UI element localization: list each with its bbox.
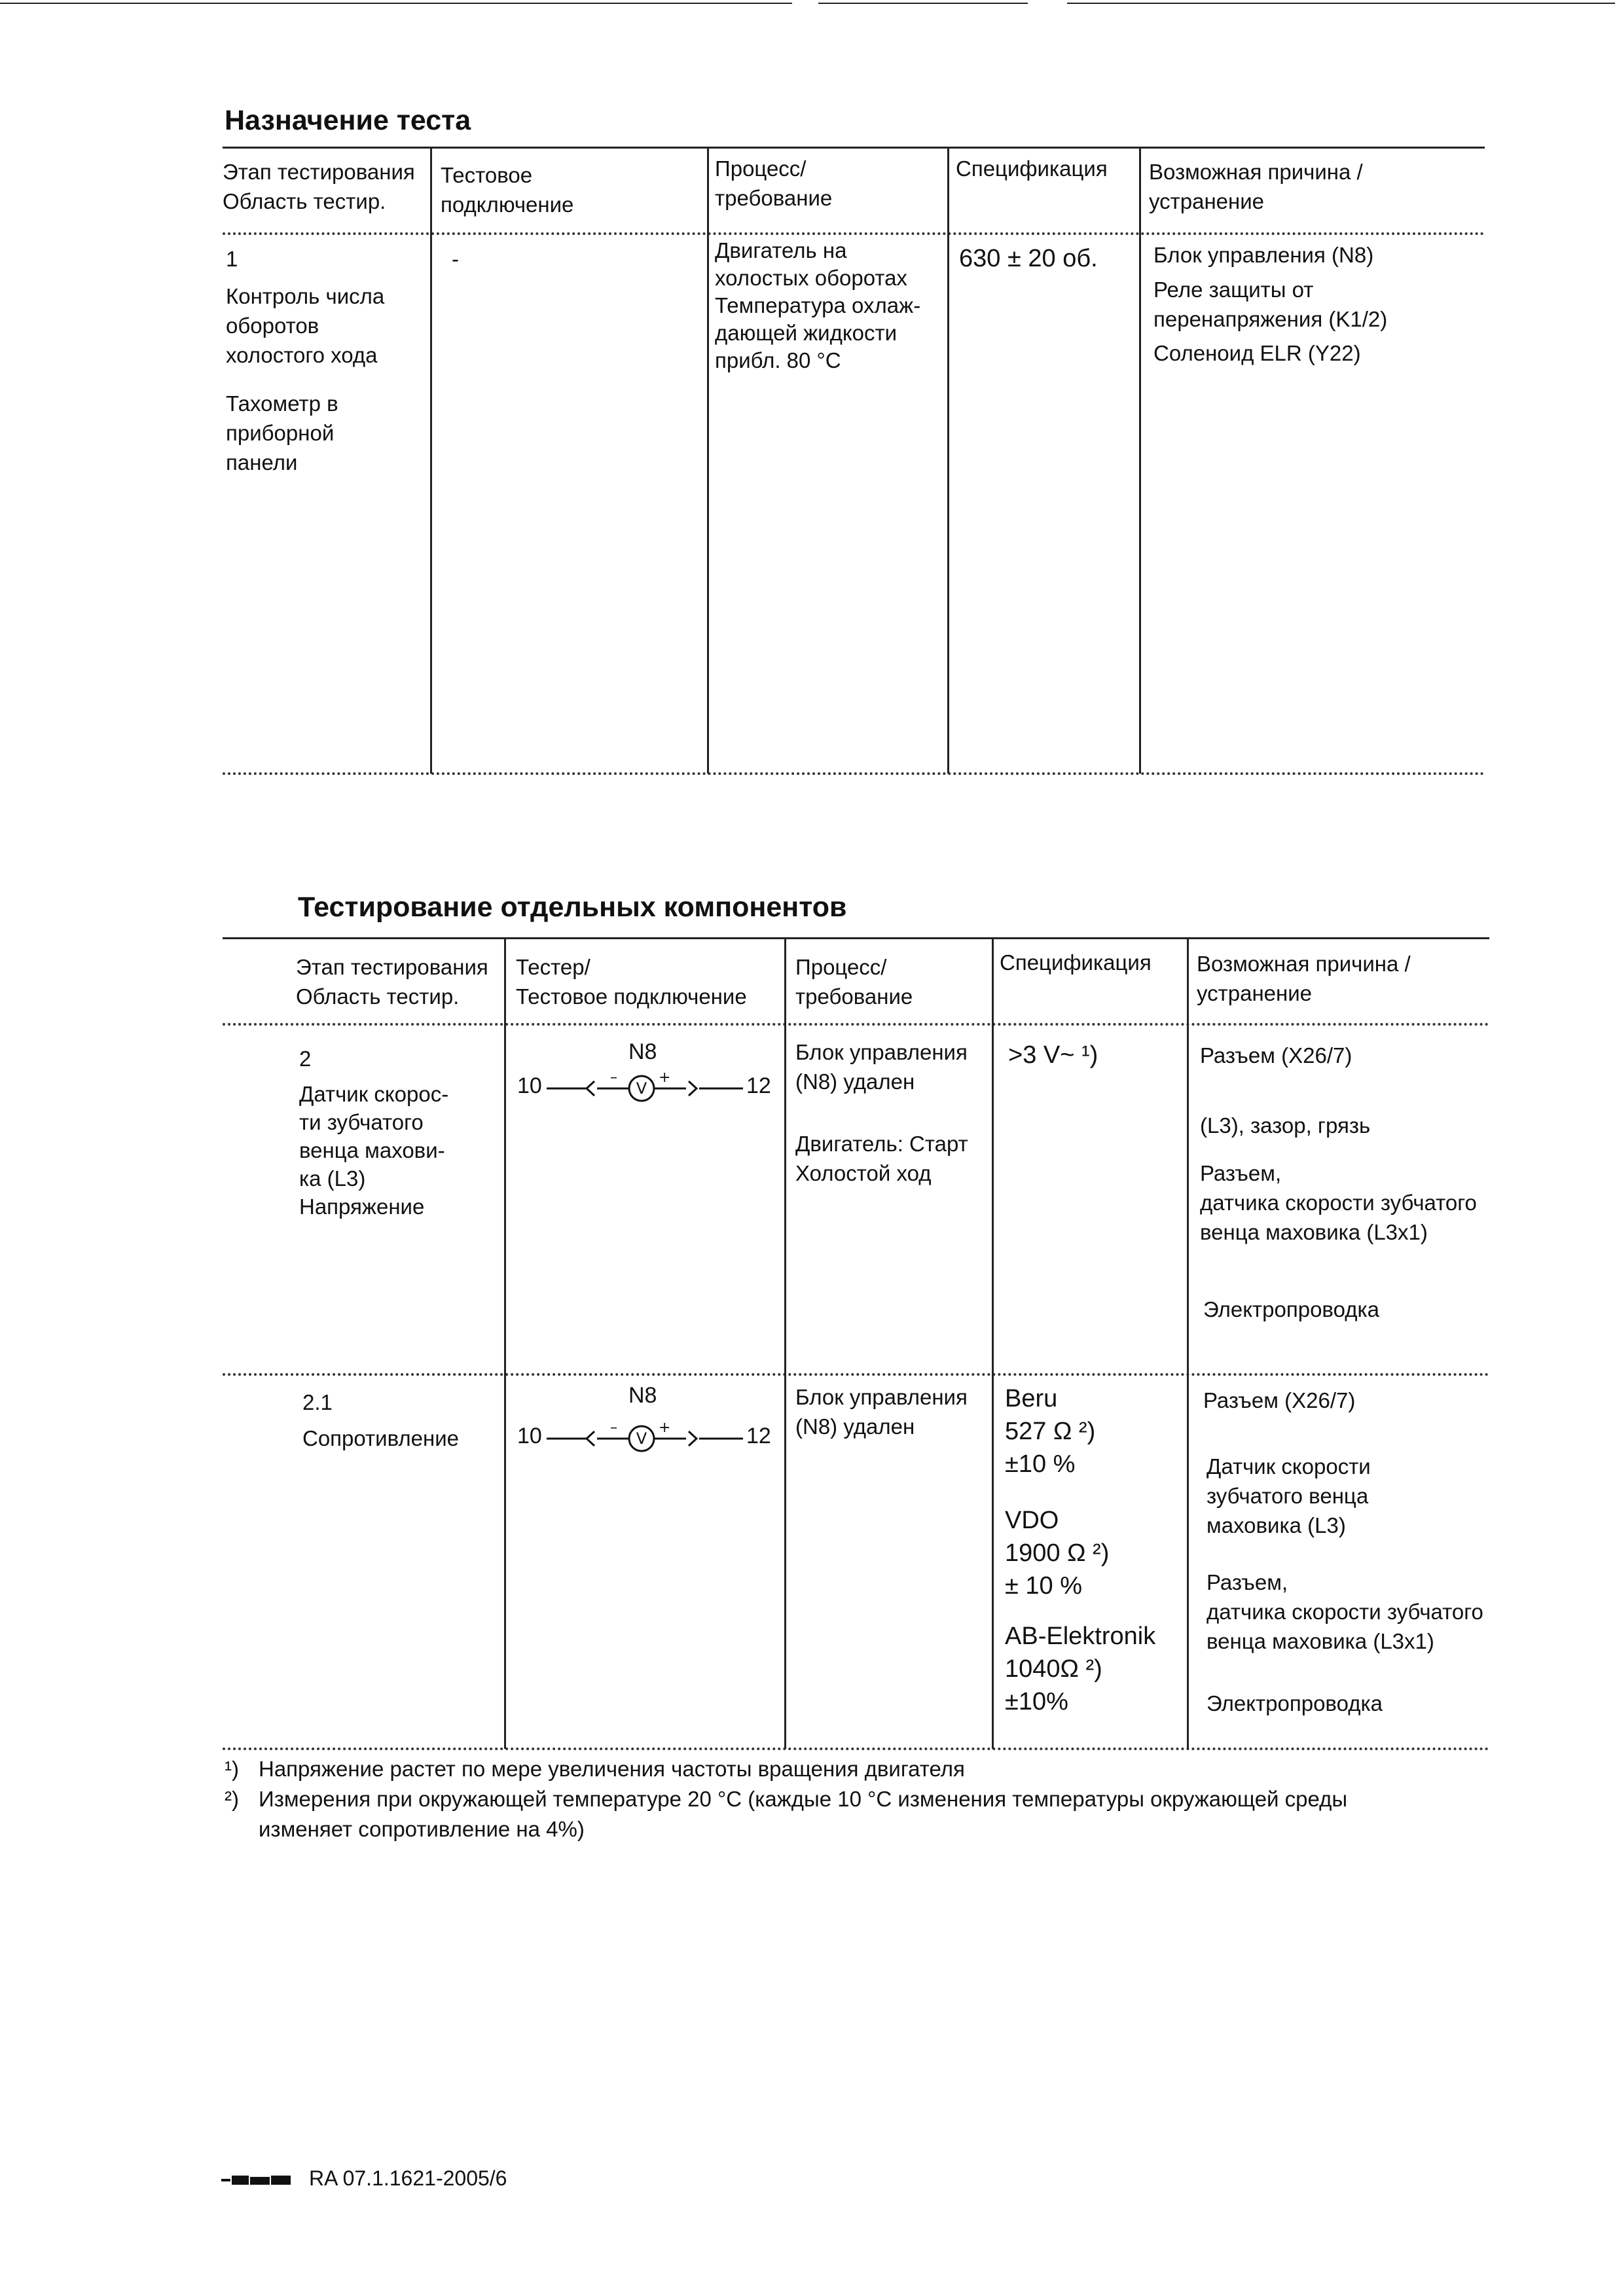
cause-2: Датчик скорости зубчатого венца маховика (L3) [1207,1454,1371,1537]
step-number: 2 [299,1047,312,1071]
circuit-pin-right: 12 [746,1073,771,1098]
voltmeter-symbol-icon [543,1066,746,1105]
step-area: Контроль числа оборотов холостого хода [226,284,385,367]
cause-2: Реле защиты от перенапряжения (K1/2) [1153,278,1388,331]
scan-edge-line [1067,3,1615,4]
table-rule [223,1748,1489,1750]
column-divider [784,937,786,1749]
step-area: Датчик скорос- ти зубчатого венца махови- ка (L3) Напряжение [299,1082,449,1219]
doc-number: RA 07.1.1621-2005/6 [309,2166,507,2190]
column-divider [1139,147,1141,774]
cause-1: Разъем (X26/7) [1200,1043,1352,1067]
header-process: Процесс/ требование [715,156,833,210]
header-cause: Возможная причина / устранение [1197,952,1411,1005]
spec-beru: Beru 527 Ω ²) ±10 % [1005,1385,1096,1478]
column-divider [504,937,506,1749]
footnote-mark: ²) [225,1787,239,1811]
step-area: Сопротивление [302,1426,459,1450]
scan-edge-line [0,3,792,4]
voltmeter-symbol-icon [543,1416,746,1455]
voltmeter-circuit-diagram [517,1383,779,1455]
footnote-text: Напряжение растет по мере увеличения частоты вращения двигателя [259,1757,965,1781]
section1-title: Назначение теста [225,105,471,136]
column-divider [430,147,432,774]
table-rule [223,147,1485,149]
step-number: 1 [226,247,238,271]
publisher-logo [221,2174,293,2187]
footnote-1 [225,1754,965,1784]
header-step: Этап тестирования Область тестир. [223,160,415,213]
circuit-component-label: N8 [628,1039,657,1064]
process-requirement: Двигатель на холостых оборотах Температура охлаж- дающей жидкости прибл. 80 °C [715,238,921,372]
footnote-mark: ¹) [225,1757,239,1781]
header-tester: Тестер/ Тестовое подключение [516,955,747,1009]
cause-4: Электропроводка [1203,1297,1379,1321]
footnote-2 [225,1784,1347,1844]
circuit-pin-right: 12 [746,1424,771,1448]
circuit-component-label: N8 [628,1383,657,1408]
header-cause: Возможная причина / устранение [1149,160,1363,213]
footnote-text: Измерения при окружающей температуре 20 °C (каждые 10 °C изменения температуры окружающей среды изменяет сопротивление на 4%) [259,1787,1348,1841]
section2-title: Тестирование отдельных компонентов [298,891,847,923]
cause-2: (L3), зазор, грязь [1200,1113,1371,1138]
step-number: 2.1 [302,1390,333,1414]
table-rule [223,937,1489,939]
meter-letter: V [636,1079,647,1098]
cause-4: Электропроводка [1207,1691,1383,1715]
header-spec: Спецификация [1000,950,1152,975]
scan-edge-line [818,3,1028,4]
voltmeter-circuit-diagram [517,1039,779,1111]
step-area-secondary: Тахометр в приборной панели [226,391,338,475]
svg-text:+: + [659,1069,671,1086]
svg-text:–: – [610,1069,617,1086]
specification: >3 V~ ¹) [1008,1041,1098,1069]
circuit-pin-left: 10 [517,1073,542,1098]
header-process: Процесс/ требование [795,955,913,1009]
table-rule [223,1373,1489,1376]
table-rule [223,232,1485,235]
specification: 630 ± 20 об. [959,245,1098,272]
header-step: Этап тестирования Область тестир. [296,955,488,1009]
test-connection: - [452,247,459,271]
process-requirement: Блок управления (N8) удален [795,1040,968,1094]
svg-text:+: + [659,1420,671,1436]
process-requirement-2: Двигатель: Старт Холостой ход [795,1132,968,1185]
page-footer [221,2166,507,2191]
cause-1: Блок управления (N8) [1153,243,1374,267]
table-rule [223,772,1485,775]
header-connection: Тестовое подключение [441,163,574,217]
column-divider [1187,937,1189,1749]
table-rule [223,1023,1489,1026]
cause-3: Разъем, датчика скорости зубчатого венца маховика (L3x1) [1207,1570,1483,1653]
column-divider [947,147,949,774]
meter-letter: V [636,1429,647,1448]
cause-3: Разъем, датчика скорости зубчатого венца маховика (L3x1) [1200,1161,1477,1244]
process-requirement: Блок управления (N8) удален [795,1385,968,1439]
column-divider [992,937,994,1749]
circuit-pin-left: 10 [517,1424,542,1448]
cause-1: Разъем (X26/7) [1203,1388,1356,1412]
spec-vdo: VDO 1900 Ω ²) ± 10 % [1005,1507,1110,1600]
svg-text:–: – [610,1420,617,1436]
cause-3: Соленоид ELR (Y22) [1153,341,1361,365]
header-spec: Спецификация [956,156,1108,181]
column-divider [707,147,709,774]
spec-ab-elektronik: AB-Elektronik 1040Ω ²) ±10% [1005,1623,1156,1715]
